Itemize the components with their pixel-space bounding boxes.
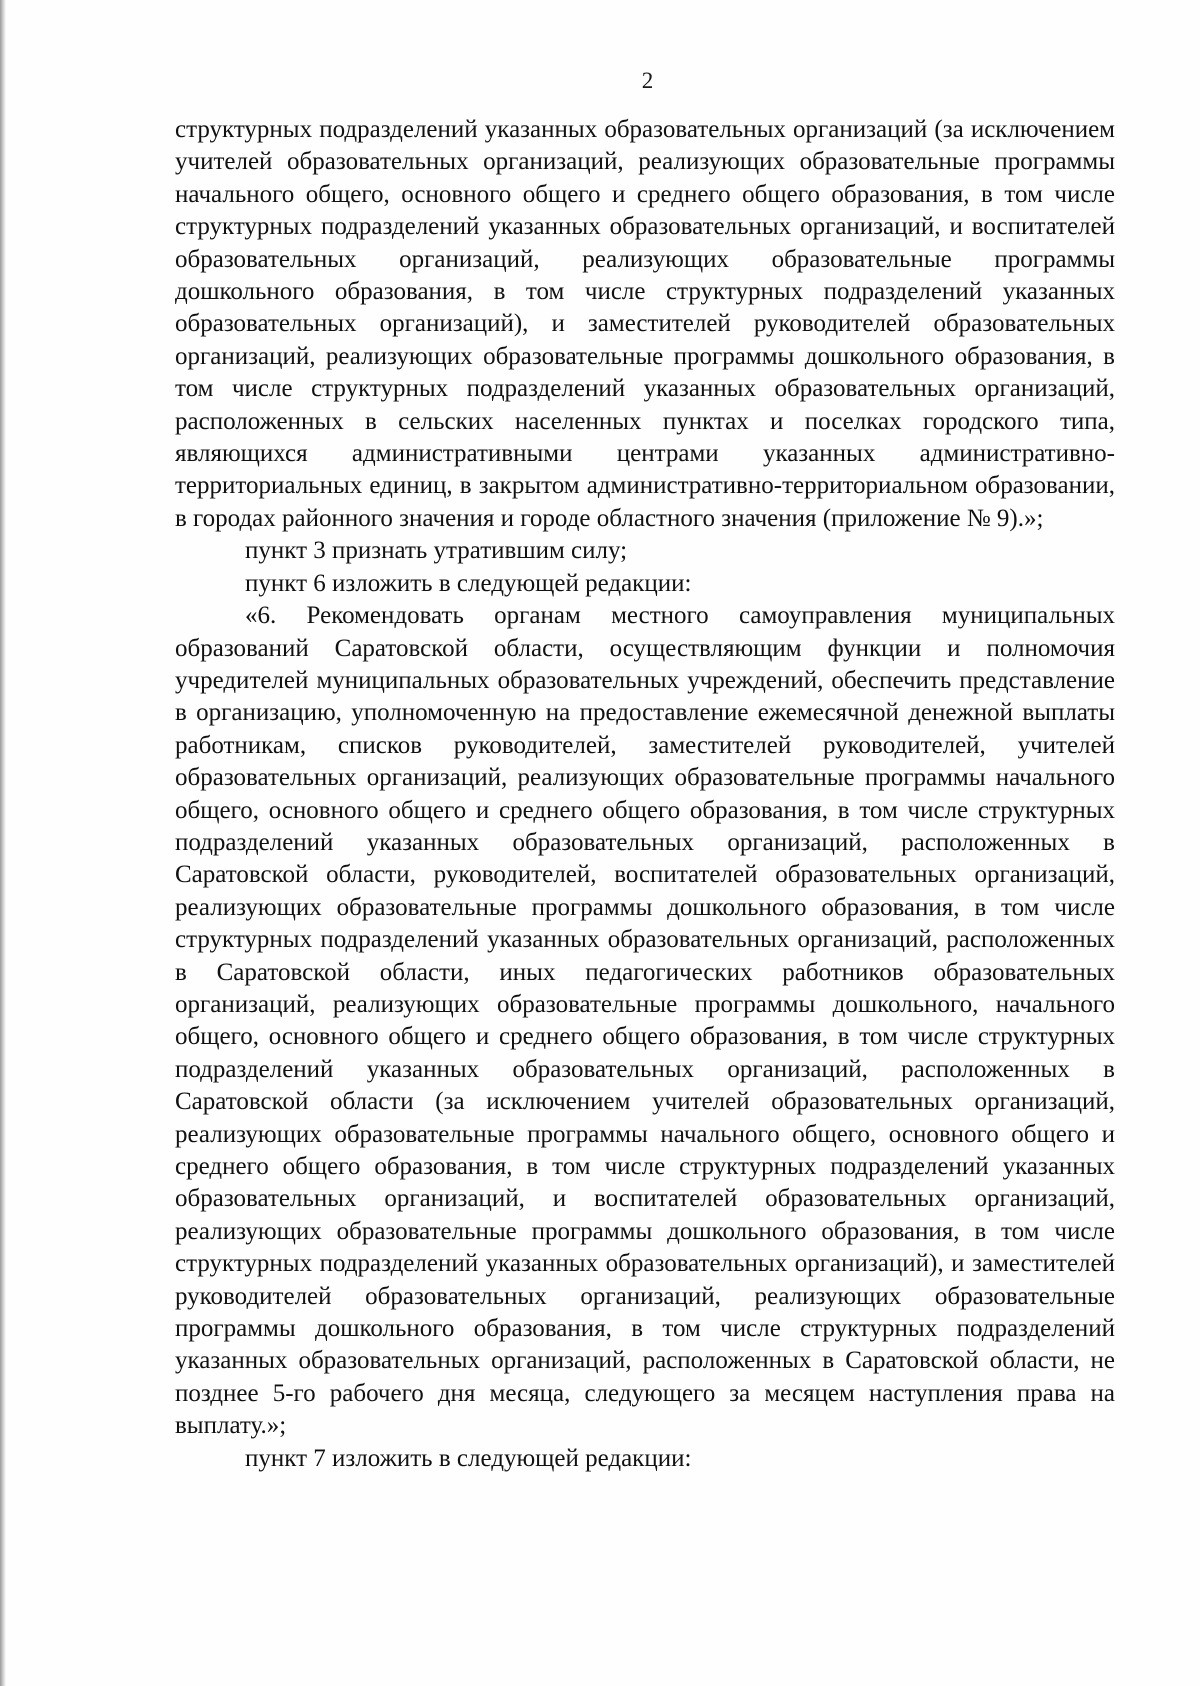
page-number: 2	[641, 68, 654, 93]
paragraph-continuation: структурных подразделений указанных образовательных организаций (за исключением учителей образовательных организаций, реализующих образовательные программы начального общего, основного общего и среднего общего образования, в том числе структурных подразделений указанных образовательных организаций, и воспитателей образовательных организаций, реализующих образовательные программы дошкольного образования, в том числе структурных подразделений указанных образовательных организаций), и заместителей руководителей образовательных организаций, реализующих образовательные программы дошкольного образования, в том числе структурных подразделений указанных образовательных организаций, расположенных в сельских населенных пунктах и поселках городского типа, являющихся административными центрами указанных административно-территориальных единиц, в закрытом административно-территориальном образовании, в городах районного значения и городе областного значения (приложение № 9).»;	[175, 116, 1115, 532]
paragraph-item-3: пункт 3 признать утратившим силу;	[245, 537, 628, 565]
paragraph-item-6-text: «6. Рекомендовать органам местного самоуправления муниципальных образований Саратовской области, осуществляющим функции и полномочия учредителей муниципальных образовательных учреждений, обеспечить представление в организацию, уполномоченную на предоставление ежемесячной денежной выплаты работникам, списков руководителей, заместителей руководителей, учителей образовательных организаций, реализующих образовательные программы начального общего, основного общего и среднего общего образования, в том числе структурных подразделений указанных образовательных организаций, расположенных в Саратовской области, руководителей, воспитателей образовательных организаций, реализующих образовательные программы дошкольного образования, в том числе структурных подразделений указанных образовательных организаций, расположенных в Саратовской области, иных педагогических работников образовательных организаций, реализующих образовательные программы дошкольного, начального общего, основного общего и среднего общего образования, в том числе структурных подразделений указанных образовательных организаций, расположенных в Саратовской области (за исключением учителей образовательных организаций, реализующих образовательные программы начального общего, основного общего и среднего общего образования, в том числе структурных подразделений указанных образовательных организаций, и воспитателей образовательных организаций, реализующих образовательные программы дошкольного образования, в том числе структурных подразделений указанных образовательных организаций), и заместителей руководителей образовательных организаций, реализующих образовательные программы дошкольного образования, в том числе структурных подразделений указанных образовательных организаций, расположенных в Саратовской области, не позднее 5-го рабочего дня месяца, следующего за месяцем наступления права на выплату.»;	[175, 602, 1115, 1440]
paragraph-item-6-intro: пункт 6 изложить в следующей редакции:	[245, 569, 692, 597]
scan-edge-shadow	[0, 0, 6, 1686]
paragraph-item-7-intro: пункт 7 изложить в следующей редакции:	[245, 1444, 692, 1472]
document-body	[175, 114, 1115, 1475]
